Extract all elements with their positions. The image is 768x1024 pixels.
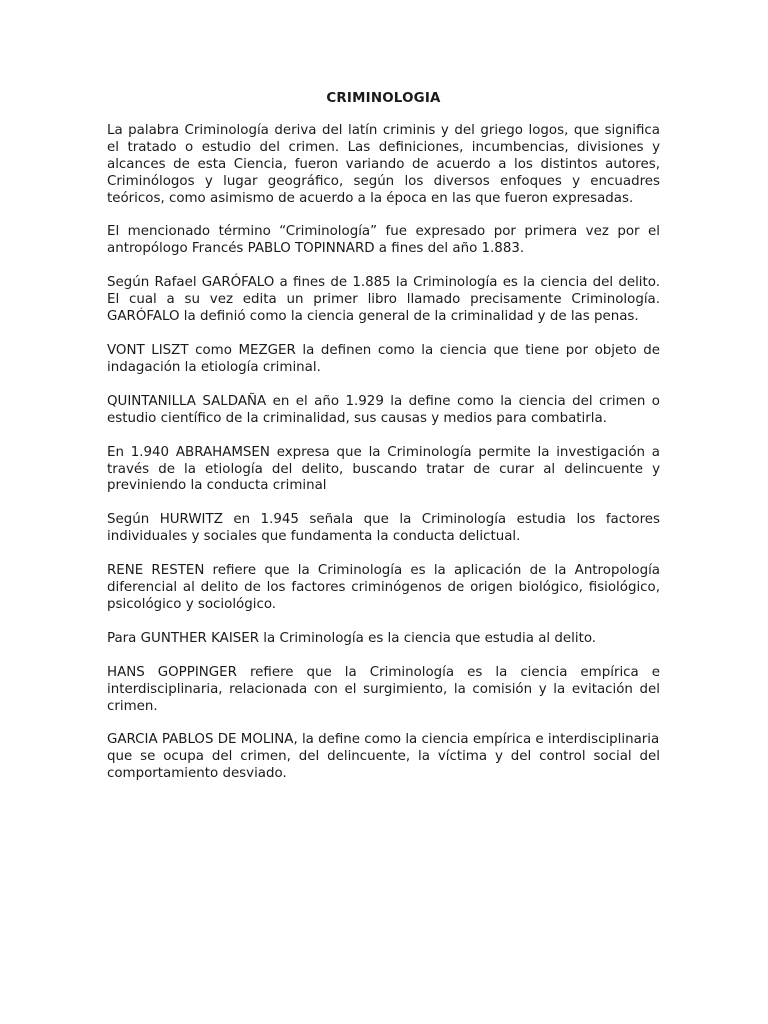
paragraph-line: que se ocupa del crimen, del delincuente, la víctima y del control social del comportamiento desviado. — [107, 749, 660, 782]
document-title: CRIMINOLOGIA — [326, 91, 441, 106]
paragraph-liszt-mezger: VONT LISZT como MEZGER la definen como la ciencia que tiene por objeto de indagación la etiología criminal. — [107, 342, 660, 375]
paragraph-garofalo: Según Rafael GARÓFALO a fines de 1.885 la Criminología es la ciencia del delito. El cual a su vez edita un primer libro llamado precisamente Criminología. GARÓFALO la definió como la ciencia general de la criminalidad y de las penas. — [107, 275, 660, 325]
paragraph-abrahamsen: En 1.940 ABRAHAMSEN expresa que la Criminología permite la investigación a través de la etiología del delito, buscando tratar de curar al delincuente y previniendo la conducta criminal — [107, 444, 660, 494]
paragraph-line: GARCIA PABLOS DE MOLINA, la define como la ciencia empírica e interdisciplinaria — [107, 732, 660, 748]
paragraph-garcia-pablos — [107, 732, 660, 783]
paragraph-topinnard: El mencionado término “Criminología” fue expresado por primera vez por el antropólogo Francés PABLO TOPINNARD a fines del año 1.883. — [107, 224, 660, 257]
paragraph-kaiser: Para GUNTHER KAISER la Criminología es la ciencia que estudia al delito. — [107, 630, 597, 646]
document-page — [107, 91, 660, 800]
paragraph-resten: RENE RESTEN refiere que la Criminología es la aplicación de la Antropología diferencial al delito de los factores criminógenos de origen biológico, fisiológico, psicológico y sociológico. — [107, 563, 660, 612]
paragraph-quintanilla: QUINTANILLA SALDAÑA en el año 1.929 la define como la ciencia del crimen o estudio científico de la criminalidad, sus causas y medios para combatirla. — [107, 393, 660, 426]
paragraph-hurwitz: Según HURWITZ en 1.945 señala que la Criminología estudia los factores individuales y sociales que fundamenta la conducta delictual. — [107, 512, 660, 545]
paragraph-etymology: La palabra Criminología deriva del latín criminis y del griego logos, que significa el tratado o estudio del crimen. Las definiciones, incumbencias, divisiones y alcances de esta Ciencia, fueron variando de acuerdo a los distintos autores, Criminólogos y lugar geográfico, según los diversos enfoques y encuadres teóricos, como asimismo de acuerdo a la época en las que fueron expresadas. — [107, 122, 660, 206]
paragraph-goppinger: HANS GOPPINGER refiere que la Criminología es la ciencia empírica e interdisciplinaria, relacionada con el surgimiento, la comisión y la evitación del crimen. — [107, 664, 660, 714]
